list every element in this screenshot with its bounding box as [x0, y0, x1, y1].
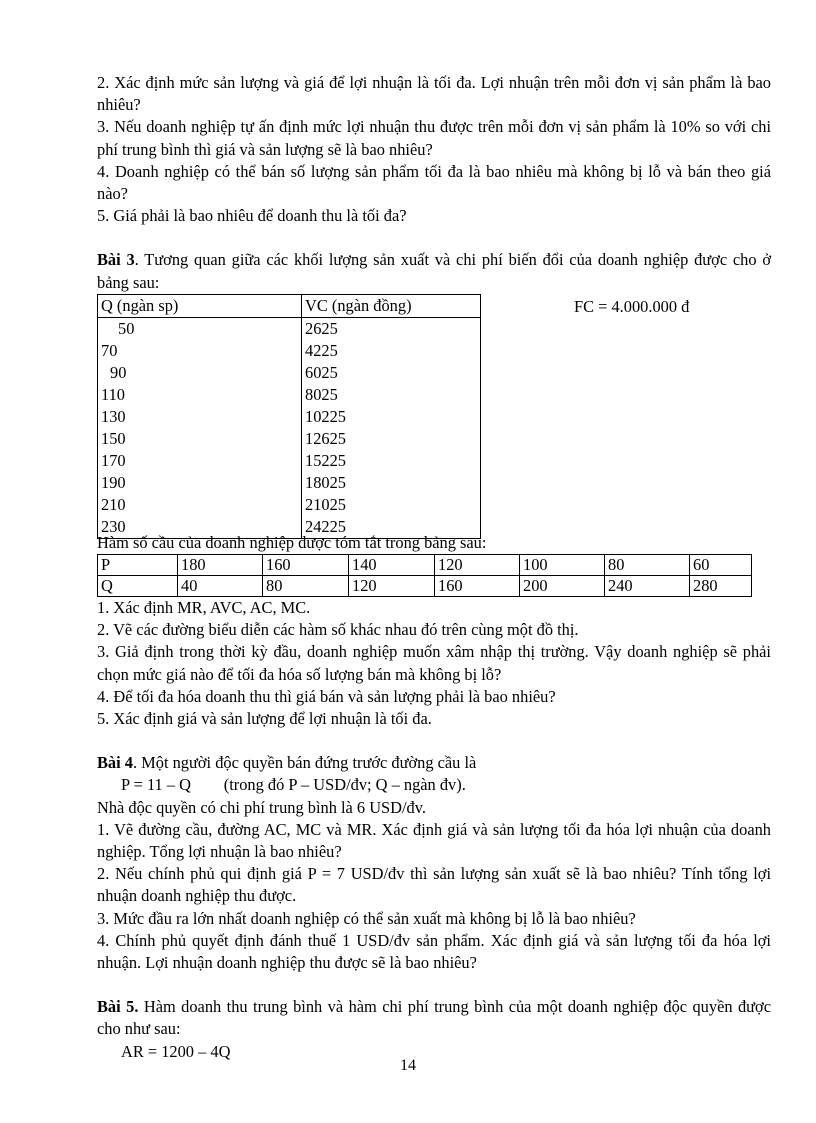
bai4-question: 2. Nếu chính phủ qui định giá P = 7 USD/đv thì sản lượng sản xuất sẽ là bao nhiêu? Tính tổng lợi nhuận doanh nghiệp thu được. [97, 864, 771, 906]
demand-cell: Q [98, 576, 178, 597]
cell-vc: 8025 [302, 384, 481, 406]
demand-cell: P [98, 555, 178, 576]
table-header-row [98, 294, 481, 317]
table-row [98, 317, 481, 340]
cell-q: 190 [98, 472, 302, 494]
bai4-equation: P = 11 – Q (trong đó P – USD/đv; Q – ngàn đv). [121, 775, 466, 795]
demand-row-p [98, 555, 752, 576]
demand-cell: 160 [263, 555, 349, 576]
demand-cell: 140 [349, 555, 435, 576]
bai3-question: 2. Vẽ các đường biểu diễn các hàm số khác nhau đó trên cùng một đồ thị. [97, 620, 579, 640]
demand-cell: 100 [520, 555, 605, 576]
cell-vc: 21025 [302, 494, 481, 516]
bai3-intro-text: . Tương quan giữa các khối lượng sản xuất và chi phí biến đổi của doanh nghiệp được cho ở bảng sau: [97, 250, 771, 292]
vc-table-block [97, 294, 771, 536]
bai3-question: 3. Giả định trong thời kỳ đầu, doanh nghiệp muốn xâm nhập thị trường. Vậy doanh nghiệp sẽ phải chọn mức giá nào để tối đa hóa số lượng bán mà không bị lỗ? [97, 642, 771, 684]
bai3-label: Bài 3 [97, 250, 135, 270]
bai4-cost-line: Nhà độc quyền có chi phí trung bình là 6 USD/đv. [97, 797, 426, 817]
bai4-question: 4. Chính phủ quyết định đánh thuế 1 USD/đv sản phẩm. Xác định giá và sản lượng tối đa hóa lợi nhuận. Lợi nhuận doanh nghiệp thu được sẽ là bao nhiêu? [97, 930, 771, 973]
demand-cell: 80 [263, 576, 349, 597]
table-row [98, 450, 481, 472]
demand-cell: 80 [605, 555, 690, 576]
bai4-question: 1. Vẽ đường cầu, đường AC, MC và MR. Xác định giá và sản lượng tối đa hóa lợi nhuận của doanh nghiệp. Tổng lợi nhuận là bao nhiêu? [97, 819, 771, 862]
fixed-cost-note: FC = 4.000.000 đ [574, 296, 690, 316]
bai5-intro [97, 996, 771, 1040]
bai3-question: 1. Xác định MR, AVC, AC, MC. [97, 598, 311, 618]
demand-cell: 120 [435, 555, 520, 576]
intro-item: 4. Doanh nghiệp có thể bán số lượng sản phẩm tối đa là bao nhiêu mà không bị lỗ và bán theo giá nào? [97, 161, 771, 204]
cell-q: 50 [98, 317, 302, 340]
cell-vc: 2625 [302, 317, 481, 340]
bai5-equation: AR = 1200 – 4Q [121, 1041, 231, 1061]
demand-cell: 120 [349, 576, 435, 597]
bai3-question: 5. Xác định giá và sản lượng để lợi nhuận là tối đa. [97, 709, 432, 729]
bai3-question: 4. Để tối đa hóa doanh thu thì giá bán và sản lượng phải là bao nhiêu? [97, 686, 556, 706]
bai3-intro [97, 249, 771, 293]
cell-vc: 24225 [302, 516, 481, 539]
demand-cell: 200 [520, 576, 605, 597]
demand-cell: 180 [178, 555, 263, 576]
cell-q: 130 [98, 406, 302, 428]
bai4-intro [97, 752, 771, 774]
cell-q: 90 [98, 362, 302, 384]
demand-cell: 280 [690, 576, 752, 597]
intro-item: 3. Nếu doanh nghiệp tự ấn định mức lợi nhuận thu được trên mỗi đơn vị sản phẩm là 10% so với chi phí trung bình thì giá và sản lượng sẽ là bao nhiêu? [97, 117, 771, 159]
vc-table [97, 294, 481, 539]
demand-cell: 40 [178, 576, 263, 597]
demand-caption: Hàm số cầu của doanh nghiệp được tóm tắt trong bảng sau: [97, 532, 487, 552]
header-vc: VC (ngàn đồng) [302, 294, 481, 317]
demand-cell: 240 [605, 576, 690, 597]
cell-q: 70 [98, 340, 302, 362]
table-row [98, 472, 481, 494]
bai4-question: 3. Mức đầu ra lớn nhất doanh nghiệp có thể sản xuất mà không bị lỗ là bao nhiêu? [97, 908, 636, 928]
bai5-intro-text: Hàm doanh thu trung bình và hàm chi phí trung bình của một doanh nghiệp độc quyền được cho như sau: [97, 997, 772, 1039]
page-content [97, 72, 771, 1063]
cell-vc: 12625 [302, 428, 481, 450]
cell-q: 230 [98, 516, 302, 539]
bai5-label: Bài 5. [97, 997, 139, 1017]
demand-row-q [98, 576, 752, 597]
intro-item: 2. Xác định mức sản lượng và giá để lợi nhuận là tối đa. Lợi nhuận trên mỗi đơn vị sản phẩm là bao nhiêu? [97, 73, 771, 115]
demand-cell: 160 [435, 576, 520, 597]
table-row [98, 340, 481, 362]
cell-q: 150 [98, 428, 302, 450]
cell-vc: 6025 [302, 362, 481, 384]
table-row [98, 428, 481, 450]
cell-q: 210 [98, 494, 302, 516]
table-row [98, 384, 481, 406]
cell-q: 110 [98, 384, 302, 406]
intro-item: 5. Giá phải là bao nhiêu để doanh thu là tối đa? [97, 206, 407, 226]
table-row [98, 362, 481, 384]
demand-cell: 60 [690, 555, 752, 576]
cell-q: 170 [98, 450, 302, 472]
page-number: 14 [400, 1057, 416, 1074]
table-row [98, 516, 481, 539]
header-q: Q (ngàn sp) [98, 294, 302, 317]
bai4-label: Bài 4 [97, 753, 133, 773]
cell-vc: 18025 [302, 472, 481, 494]
cell-vc: 4225 [302, 340, 481, 362]
bai4-intro-text: . Một người độc quyền bán đứng trước đường cầu là [132, 753, 477, 773]
cell-vc: 10225 [302, 406, 481, 428]
demand-table [97, 554, 752, 597]
table-row [98, 494, 481, 516]
table-row [98, 406, 481, 428]
cell-vc: 15225 [302, 450, 481, 472]
